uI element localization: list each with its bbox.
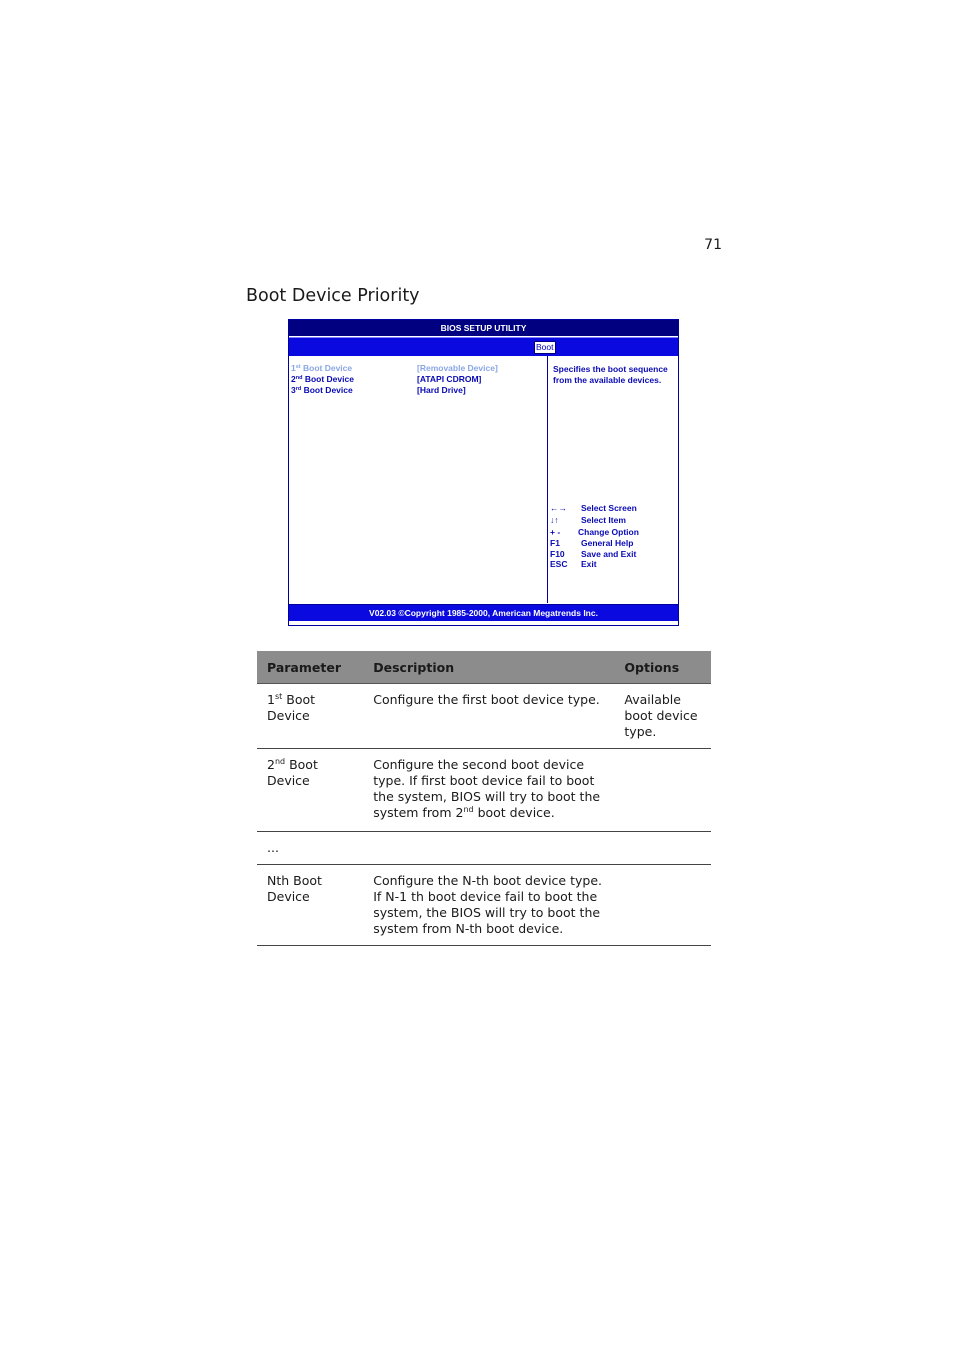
arrow-left-right-icon: ←→ xyxy=(550,503,567,513)
key-legend-general-help: F1 General Help xyxy=(550,538,634,548)
bios-help-text: Specifies the boot sequence from the available devices. xyxy=(553,364,668,385)
row-description: Configure the first boot device type. xyxy=(363,684,614,749)
row-description xyxy=(363,832,614,865)
key-legend-select-item: ↓↑ Select Item xyxy=(550,515,626,525)
bios-title: BIOS SETUP UTILITY xyxy=(289,320,678,336)
bios-help-panel xyxy=(548,356,678,603)
bios-value-2nd-boot-device[interactable]: [ATAPI CDROM] xyxy=(417,374,482,384)
bios-value-1st-boot-device[interactable]: [Removable Device] xyxy=(417,363,498,373)
row-options: Available boot device type. xyxy=(614,684,711,749)
column-header-description: Description xyxy=(363,651,614,684)
row-parameter: Nth Boot Device xyxy=(257,865,363,946)
parameter-table xyxy=(257,651,711,946)
bios-value-3rd-boot-device[interactable]: [Hard Drive] xyxy=(417,385,466,395)
bios-screen xyxy=(288,319,679,626)
row-options xyxy=(614,749,711,832)
row-options xyxy=(614,865,711,946)
row-parameter: 1st Boot Device xyxy=(257,684,363,749)
row-options xyxy=(614,832,711,865)
table-row xyxy=(257,749,711,832)
column-header-parameter: Parameter xyxy=(257,651,363,684)
row-description: Configure the N-th boot device type. If N-1 th boot device fail to boot the system, the BIOS will try to boot the system from N-th boot device. xyxy=(363,865,614,946)
row-parameter: 2nd Boot Device xyxy=(257,749,363,832)
key-legend-exit: ESC Exit xyxy=(550,559,597,569)
row-parameter: ... xyxy=(257,832,363,865)
bios-item-1st-boot-device[interactable]: 1st Boot Device xyxy=(291,363,353,373)
table-row xyxy=(257,865,711,946)
bios-copyright: V02.03 ©Copyright 1985-2000, American Megatrends Inc. xyxy=(289,604,678,621)
key-legend-save-exit: F10 Save and Exit xyxy=(550,549,637,559)
arrow-down-up-icon: ↓↑ xyxy=(550,515,559,525)
key-legend-change-option: + - Change Option xyxy=(550,527,639,537)
row-description: Configure the second boot device type. If first boot device fail to boot the system, BIOS will try to boot the system from 2nd boot device. xyxy=(363,749,614,832)
bios-item-3rd-boot-device[interactable]: 3rd Boot Device xyxy=(291,385,353,395)
tab-boot[interactable]: Boot xyxy=(536,342,554,352)
page-number: 71 xyxy=(704,237,722,253)
key-legend-select-screen: ←→ Select Screen xyxy=(550,503,637,513)
bios-item-panel xyxy=(289,356,548,603)
table-header-row xyxy=(257,651,711,684)
bios-menubar xyxy=(289,337,678,356)
section-title: Boot Device Priority xyxy=(246,286,420,306)
column-header-options: Options xyxy=(614,651,711,684)
table-row xyxy=(257,832,711,865)
bios-item-2nd-boot-device[interactable]: 2nd Boot Device xyxy=(291,374,354,384)
table-row xyxy=(257,684,711,749)
